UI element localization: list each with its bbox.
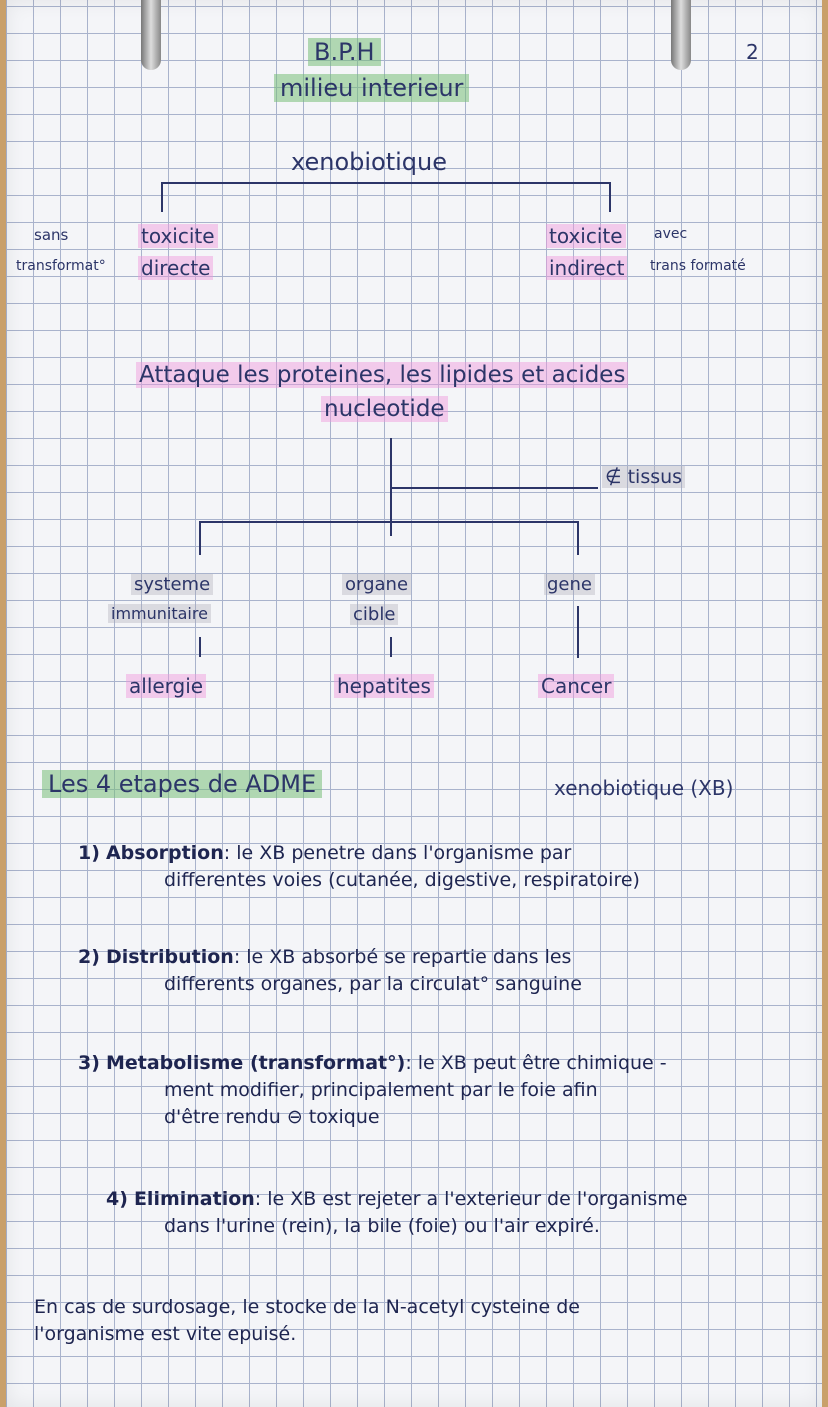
step-3-title: Metabolisme (transformat°) bbox=[105, 1052, 406, 1074]
branch-3-label-1: gene bbox=[544, 574, 595, 595]
adme-step-4 bbox=[106, 1186, 818, 1240]
step-2-line-2: differents organes, par la circulat° sanguine bbox=[164, 973, 582, 995]
step-1-number: 1) bbox=[78, 842, 100, 864]
side-branch-label: ∉ tissus bbox=[602, 466, 685, 488]
adme-step-2 bbox=[78, 944, 808, 998]
binder-ring-left bbox=[141, 0, 161, 70]
step-4-title: Elimination bbox=[133, 1188, 255, 1210]
branch-1-label-1: systeme bbox=[131, 574, 213, 595]
footer-note bbox=[34, 1294, 818, 1348]
branch-2-result-line bbox=[390, 637, 392, 657]
adme-step-1 bbox=[78, 840, 808, 894]
left-label-2: directe bbox=[138, 256, 213, 280]
step-3-line-1: : le XB peut être chimique - bbox=[405, 1052, 667, 1074]
step-4-line-1: : le XB est rejeter a l'exterieur de l'organisme bbox=[254, 1188, 688, 1210]
attack-line-1: Attaque les proteines, les lipides et acides bbox=[136, 362, 628, 388]
tree-right-branch bbox=[609, 182, 611, 212]
page-number: 2 bbox=[746, 40, 759, 64]
left-note-2: transformat° bbox=[16, 258, 106, 274]
left-note-1: sans bbox=[34, 226, 69, 244]
side-branch-line bbox=[390, 487, 598, 489]
step-1-line-1: : le XB penetre dans l'organisme par bbox=[223, 842, 572, 864]
adme-step-3 bbox=[78, 1050, 818, 1131]
page-subtitle: milieu interieur bbox=[274, 74, 469, 102]
tree-left-branch bbox=[161, 182, 163, 212]
adme-heading: Les 4 etapes de ADME bbox=[42, 770, 322, 798]
branch-1-result: allergie bbox=[126, 674, 206, 698]
step-3-line-3: d'être rendu ⊖ toxique bbox=[164, 1106, 380, 1128]
step-3-line-2: ment modifier, principalement par le foie afin bbox=[164, 1079, 598, 1101]
tree-horizontal-line bbox=[161, 182, 611, 184]
step-2-line-1: : le XB absorbé se repartie dans les bbox=[233, 946, 572, 968]
adme-note: xenobiotique (XB) bbox=[554, 776, 734, 800]
attack-horizontal-line bbox=[199, 521, 579, 523]
step-3-number: 3) bbox=[78, 1052, 100, 1074]
step-2-number: 2) bbox=[78, 946, 100, 968]
binder-ring-right bbox=[671, 0, 691, 70]
step-2-title: Distribution bbox=[105, 946, 234, 968]
right-note-1: avec bbox=[654, 226, 688, 242]
tree-root-label: xenobiotique bbox=[291, 148, 447, 176]
right-label-2: indirect bbox=[546, 256, 627, 280]
branch-3-line bbox=[577, 521, 579, 555]
step-4-line-2: dans l'urine (rein), la bile (foie) ou l'air expiré. bbox=[164, 1215, 600, 1237]
step-4-number: 4) bbox=[106, 1188, 128, 1210]
step-1-line-2: differentes voies (cutanée, digestive, respiratoire) bbox=[164, 869, 640, 891]
notebook-page bbox=[6, 0, 822, 1407]
step-1-title: Absorption bbox=[105, 842, 224, 864]
branch-1-label-2: immunitaire bbox=[108, 604, 211, 623]
branch-1-result-line bbox=[199, 637, 201, 657]
page-title: B.P.H bbox=[308, 38, 381, 66]
branch-2-result: hepatites bbox=[334, 674, 434, 698]
right-note-2: trans formaté bbox=[650, 258, 746, 274]
branch-2-label-1: organe bbox=[342, 574, 411, 595]
branch-1-line bbox=[199, 521, 201, 555]
attack-line-2: nucleotide bbox=[321, 396, 448, 422]
right-label-1: toxicite bbox=[546, 224, 626, 248]
left-label-1: toxicite bbox=[138, 224, 218, 248]
footer-line-1: En cas de surdosage, le stocke de la N-acetyl cysteine de bbox=[34, 1296, 580, 1318]
branch-3-result: Cancer bbox=[538, 674, 614, 698]
footer-line-2: l'organisme est vite epuisé. bbox=[34, 1323, 297, 1345]
branch-3-result-line bbox=[577, 606, 579, 658]
branch-2-label-2: cible bbox=[350, 604, 398, 625]
